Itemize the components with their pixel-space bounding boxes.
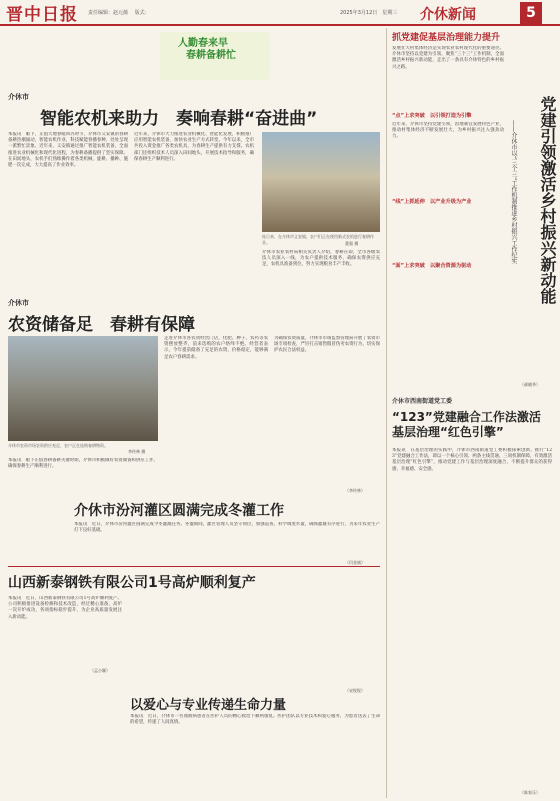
article1-caption: 连日来，在介休市义安镇，农户们正在使用新式农机进行春耕作业。 xyxy=(262,234,374,245)
article2-source: （李传林） xyxy=(345,488,365,493)
article1-body-mid: 近年来，介休市大力推进农业机械化、智能化发展，积极推广应用智能农机装备，加快农业生产方式转变。今年以来，全市共投入资金推广各类农机具，为春耕生产提供有力支撑。农机部门还组织技术人员深入田间地头，开展技术指导和服务，确保春耕生产顺利进行。 xyxy=(134,132,254,162)
right-subhead-2: “线”上抓延伸 以产业升级为产业 xyxy=(392,199,472,205)
editor-info: 责任编辑：赵元薇 版式： xyxy=(88,9,150,16)
tractor-photo xyxy=(262,132,380,232)
article2-caption: 介休市农资市场农资供应充足，农户正在选购春耕物资。 xyxy=(8,443,108,448)
article1-tag: 介休市 xyxy=(8,93,29,101)
right-subhead-3: “面”上求突破 以聚合资源为驱动 xyxy=(392,263,472,269)
right-article2-source: （陈家乐） xyxy=(520,790,540,795)
article4-source: （孟小颖） xyxy=(90,668,110,673)
right-article2-body: 本报讯 在基层治理的实践中，介休市西南街道党工委积极探索创新，推行“123”党建融合工作法，即以一个核心引领、两条主线贯通、三项机制保障，有效激活基层治理“红色引擎”，推动党建工作与基层治理深度融合，不断提升群众的获得感、幸福感、安全感。 xyxy=(392,448,552,472)
section-rule xyxy=(8,566,380,567)
page-number: 5 xyxy=(520,2,542,24)
article4-headline: 山西新泰钢铁有限公司1号高炉顺利复产 xyxy=(8,575,256,591)
column-divider xyxy=(386,28,387,798)
right-article2-headline: “123”党建融合工作法激活基层治理“红色引擎” xyxy=(392,410,541,439)
article2-tag: 介休市 xyxy=(8,299,29,307)
article2-author: 李传林 摄 xyxy=(128,449,146,454)
article1-headline: 智能农机来助力 奏响春耕“奋进曲” xyxy=(40,109,318,129)
right-article2-tag: 介休市西南街道党工委 xyxy=(392,398,453,405)
right-author: （郝晓华） xyxy=(520,382,540,387)
right-body-1: 发展壮大村集体经济是实现农业农村现代化的重要途径。介休市坚持以党建为引领，聚焦“三个三”工作机制，全面激活乡村振兴新动能，走出了一条具有介休特色的乡村振兴之路。 xyxy=(392,46,504,70)
right-column-header: 抓党建促基层治理能力提升 xyxy=(392,33,501,43)
right-vertical-subtitle: ——介休市以“三个三”工作机制推进乡村振兴工作纪实 xyxy=(510,120,517,265)
article1-author: 董强 摄 xyxy=(345,241,359,246)
article3-headline: 介休市汾河灌区圆满完成冬灌工作 xyxy=(74,503,284,519)
article2-body-left: 本报讯 眼下正值春耕备耕关键时期，介休市积极做好农资储备和供应工作，确保春耕生产顺利进行。 xyxy=(8,458,158,470)
article2-body-right: 为确保农资质量，介休市市场监督管理局开展了农资市场专项检查，严厉打击销售假冒伪劣农资行为，切实保护农民合法权益。 xyxy=(274,336,380,354)
section-title: 介休新闻 xyxy=(420,7,476,23)
article3-body: 本报讯 近日，介休市汾河灌区圆满完成今冬灌溉任务。冬灌期间，灌区管理人员坚守岗位，加强巡查，科学调度水量，确保灌溉有序进行，为来年农业生产打下良好基础。 xyxy=(74,522,380,534)
right-vertical-title: 党建引领激活乡村振兴新动能 xyxy=(538,96,557,304)
banner-line-1: 人勤春来早 xyxy=(178,38,228,49)
article5-source: （宋锐锐） xyxy=(345,688,365,693)
article2-body-mid: 走进介休市各农资经营门店，化肥、种子、农药等农资摆放整齐，前来选购的农户络绎不绝。经营者表示，今年提前储备了充足的农资，价格稳定，能够满足农户春耕需求。 xyxy=(164,336,268,360)
article2-headline: 农资储备足 春耕有保障 xyxy=(8,315,195,335)
banner-line-2: 春耕备耕忙 xyxy=(186,50,236,61)
right-body-2: 近年来，介休市坚持党建引领，因地制宜发展特色产业，推动村集体经济不断发展壮大，为乡村振兴注入强劲动力。 xyxy=(392,122,504,140)
banner-title xyxy=(178,38,236,62)
fertilizer-store-photo xyxy=(8,336,158,441)
article3-source: （闫金斌） xyxy=(345,560,365,565)
newspaper-logo: 晋中日报 xyxy=(6,4,78,25)
right-subhead-1: “点”上求突破 以引领打造为引擎 xyxy=(392,113,472,119)
article1-body-left: 本报讯 眼下，正值大地春暖回苏时节，介休市义安镇的春耕备耕热潮涌动，智能农机作业、科技赋能春播春种，处处呈现一派繁忙景象。近年来，义安镇通过推广智能农机装备，全面推进农业机械化和现代化进程，为春耕备播提供了坚实保障。在田间地头，农机手们熟练操作着各类机械，旋耕、播种、施肥一次完成，大大提高了作业效率。 xyxy=(8,132,128,169)
masthead xyxy=(0,0,560,26)
article4-body: 本报讯 近日，山西新泰钢铁有限公司1号高炉顺利复产。公司积极推进设备检修和技术改造，经过精心准备，高炉一次开炉成功，各项指标稳步提升，为企业高质量发展注入新动能。 xyxy=(8,596,122,620)
article1-body-right: 介休市农业农村局相关负责人介绍，春耕在即，全市各级农技人员深入一线，为农户提供技术服务，确保农资供应充足，农机具准备到位，努力实现粮食丰产丰收。 xyxy=(262,250,380,268)
article5-headline: 以爱心与专业传递生命力量 xyxy=(130,698,287,713)
issue-date: 2025年3月12日 星期三 xyxy=(340,10,398,16)
article5-body: 本报讯 近日，介休市一名血液病患者在医护人员的精心救治下顺利康复。医护团队以专业技术和爱心服务，为患者送去了生命的希望，传递了人间真情。 xyxy=(130,714,380,726)
